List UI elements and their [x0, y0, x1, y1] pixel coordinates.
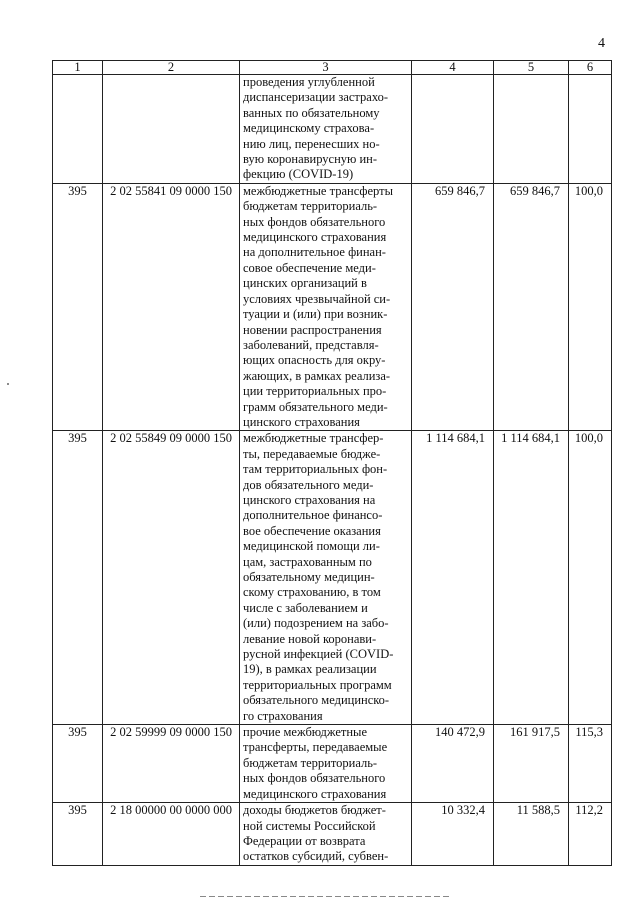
income-name-line: новении распространения: [243, 322, 382, 337]
income-name-line: совое обеспечение меди-: [243, 260, 376, 275]
income-name-line: межбюджетные трансфер-: [243, 431, 384, 446]
admin-code-cell: [53, 75, 103, 184]
income-name-line: нию лиц, перенесших но-: [243, 136, 380, 151]
percent-cell: 100,0: [569, 183, 612, 431]
table-body: [53, 75, 612, 866]
income-name-line: остатков субсидий, субвен-: [243, 849, 389, 864]
budget-code-cell: 2 02 59999 09 0000 150: [103, 725, 240, 803]
income-name-line: обязательного медицинско-: [243, 693, 390, 708]
income-name-line: ной системы Российской: [243, 818, 376, 833]
income-name-line: русной инфекцией (COVID-: [243, 647, 394, 662]
budget-code-cell: [103, 75, 240, 184]
income-name-line: жающих, в рамках реализа-: [243, 368, 391, 383]
table-row: [53, 431, 612, 725]
income-name-line: межбюджетные трансферты: [243, 183, 393, 198]
income-name-line: медицинского страхования: [243, 230, 387, 245]
income-name-cell: [240, 75, 412, 184]
admin-code-cell: 395: [53, 803, 103, 866]
bottom-dashed-rule: [200, 896, 450, 897]
admin-code-cell: 395: [53, 431, 103, 725]
income-name-line: бюджетам территориаль-: [243, 199, 378, 214]
income-name-line: обязательному медицин-: [243, 570, 375, 584]
income-name-line: ных фондов обязательного: [243, 771, 386, 786]
actual-amount-cell: [494, 75, 569, 184]
income-name-line: ты, передаваемые бюдже-: [243, 446, 381, 461]
planned-amount-cell: 1 114 684,1: [412, 431, 494, 725]
actual-amount-cell: 161 917,5: [494, 725, 569, 803]
column-header-6: 6: [569, 61, 612, 75]
planned-amount-cell: 659 846,7: [412, 183, 494, 431]
income-name-cell: [240, 431, 412, 725]
page-number: 4: [598, 36, 605, 51]
income-name-line: медицинской помощи ли-: [243, 539, 380, 554]
income-name-line: ванных по обязательному: [243, 105, 380, 120]
budget-code-cell: 2 02 55849 09 0000 150: [103, 431, 240, 725]
actual-amount-cell: 11 588,5: [494, 803, 569, 866]
scan-speck: [7, 383, 9, 385]
income-name-line: левание новой коронави-: [243, 631, 377, 646]
budget-table: [52, 60, 612, 866]
column-header-5: 5: [494, 61, 569, 75]
income-name-line: цам, застрахованным по: [243, 554, 372, 569]
income-name-cell: [240, 725, 412, 803]
admin-code-cell: 395: [53, 183, 103, 431]
income-name-line: доходы бюджетов бюджет-: [243, 803, 386, 818]
admin-code-cell: 395: [53, 725, 103, 803]
income-name-line: цинских организаций в: [243, 276, 367, 291]
income-name-line: грамм обязательного меди-: [243, 399, 388, 414]
income-name-line: цинского страхования: [243, 414, 360, 429]
income-name-cell: [240, 183, 412, 431]
income-name-line: вую коронавирусную ин-: [243, 152, 378, 167]
income-name-line: ных фондов обязательного: [243, 214, 386, 229]
income-name-line: трансферты, передаваемые: [243, 740, 388, 755]
income-name-line: Федерации от возврата: [243, 833, 366, 848]
income-name-line: прочие межбюджетные: [243, 725, 367, 740]
income-name-line: там территориальных фон-: [243, 462, 388, 477]
income-name-line: дов обязательного меди-: [243, 477, 374, 492]
planned-amount-cell: [412, 75, 494, 184]
income-name-line: числе с заболеванием и: [243, 600, 368, 615]
table-row: [53, 725, 612, 803]
table-row: [53, 75, 612, 184]
income-name-line: туации и (или) при возник-: [243, 307, 388, 322]
income-name-line: дополнительное финансо-: [243, 508, 383, 523]
income-name-line: (или) подозрением на забо-: [243, 616, 389, 631]
budget-code-cell: 2 02 55841 09 0000 150: [103, 183, 240, 431]
table-row: [53, 183, 612, 431]
income-name-line: цинского страхования на: [243, 492, 376, 507]
income-name-line: ющих опасность для окру-: [243, 353, 386, 368]
percent-cell: 115,3: [569, 725, 612, 803]
income-name-line: диспансеризации застрахо-: [243, 90, 389, 105]
percent-cell: 112,2: [569, 803, 612, 866]
column-header-1: 1: [53, 61, 103, 75]
percent-cell: [569, 75, 612, 184]
income-name-line: медицинского страхования: [243, 786, 387, 801]
planned-amount-cell: 140 472,9: [412, 725, 494, 803]
income-name-line: 19), в рамках реализации: [243, 662, 377, 677]
income-name-line: фекцию (COVID-19): [243, 167, 354, 182]
income-name-line: бюджетам территориаль-: [243, 755, 378, 770]
budget-code-cell: 2 18 00000 00 0000 000: [103, 803, 240, 866]
table-row: [53, 803, 612, 866]
column-header-4: 4: [412, 61, 494, 75]
income-name-line: скому страхованию, в том: [243, 585, 381, 600]
income-name-line: на дополнительное финан-: [243, 245, 386, 260]
income-name-line: ции территориальных про-: [243, 384, 387, 399]
planned-amount-cell: 10 332,4: [412, 803, 494, 866]
percent-cell: 100,0: [569, 431, 612, 725]
income-name-line: проведения углубленной: [243, 75, 375, 89]
column-header-3: 3: [240, 61, 412, 75]
actual-amount-cell: 1 114 684,1: [494, 431, 569, 725]
income-name-line: заболеваний, представля-: [243, 337, 379, 352]
income-name-cell: [240, 803, 412, 866]
income-name-line: вое обеспечение оказания: [243, 523, 381, 538]
income-name-line: условиях чрезвычайной си-: [243, 291, 391, 306]
column-header-2: 2: [103, 61, 240, 75]
income-name-line: го страхования: [243, 708, 323, 723]
actual-amount-cell: 659 846,7: [494, 183, 569, 431]
income-name-line: медицинскому страхова-: [243, 121, 375, 136]
table-header-row: [53, 61, 612, 75]
income-name-line: территориальных программ: [243, 677, 392, 692]
